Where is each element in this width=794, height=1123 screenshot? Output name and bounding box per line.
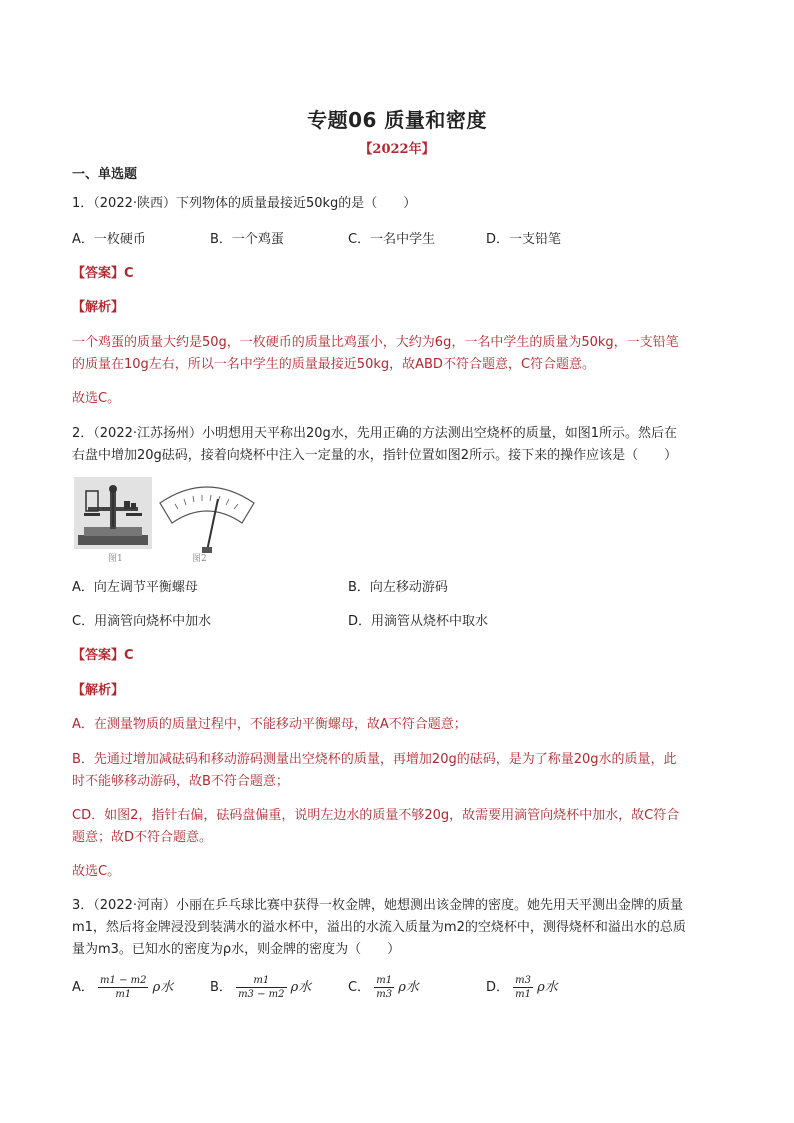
q3-option-c: [348, 974, 419, 1001]
q1-conclusion: 故选C。: [72, 391, 121, 406]
q1-analysis-line1: 一个鸡蛋的质量大约是50g，一枚硬币的质量比鸡蛋小，大约为6g，一名中学生的质量为50kg，一支铅笔: [72, 335, 679, 350]
q2-analysis-cd-line1: CD．如图2，指针右偏，砝码盘偏重，说明左边水的质量不够20g，故需要用滴管向烧杯中加水，故C符合: [72, 808, 680, 823]
q1-option-c: C．一名中学生: [348, 232, 436, 247]
pointer-scale-illustration: [160, 487, 254, 553]
q1-analysis-line2: 的质量在10g左右，所以一名中学生的质量最接近50kg，故ABD不符合题意，C符合题意。: [72, 357, 596, 372]
q2-analysis-label: 【解析】: [72, 683, 125, 698]
q2-analysis-a: A．在测量物质的质量过程中，不能移动平衡螺母，故A不符合题意；: [72, 717, 467, 732]
q3-option-a-fraction: [98, 974, 148, 1001]
fraction-denominator: m3 − m2: [238, 989, 285, 1000]
q2-stem-line1: 2．（2022·江苏扬州）小明想用天平称出20g水，先用正确的方法测出空烧杯的质量，如图1所示。然后在: [72, 426, 678, 441]
q2-analysis-cd-line2: 题意；故D不符合题意。: [72, 830, 213, 845]
q3-option-d-label: D．: [486, 980, 510, 995]
q1-stem: 1．（2022·陕西）下列物体的质量最接近50kg的是（ ）: [72, 196, 417, 211]
q3-option-b-label: B．: [210, 980, 232, 995]
q3-option-c-label: C．: [348, 980, 371, 995]
q3-option-d-fraction: [513, 974, 533, 1001]
rho-water: ρ水: [537, 980, 558, 995]
q1-analysis-label: 【解析】: [72, 300, 125, 315]
fig1-label: 图1: [108, 554, 123, 564]
q3-option-c-fraction: [374, 974, 394, 1001]
fraction-numerator: m3: [515, 975, 532, 986]
q2-option-b: B．向左移动游码: [348, 580, 448, 595]
q2-answer: 【答案】C: [72, 648, 134, 663]
q2-option-d: D．用滴管从烧杯中取水: [348, 614, 489, 629]
balance-and-scale-figure: [74, 477, 264, 567]
q2-conclusion: 故选C。: [72, 864, 121, 879]
q3-stem-line3: 量为m3。已知水的密度为ρ水，则金牌的密度为（ ）: [72, 942, 401, 957]
q1-option-b: B．一个鸡蛋: [210, 232, 284, 247]
rho-water: ρ水: [398, 980, 419, 995]
fraction-denominator: m3: [376, 989, 393, 1000]
q2-stem-line2: 右盘中增加20g砝码，接着向烧杯中注入一定量的水，指针位置如图2所示。接下来的操作应该是（ ）: [72, 448, 678, 463]
q3-option-b-fraction: [236, 974, 286, 1001]
fraction-numerator: m1 − m2: [100, 975, 147, 986]
q1-option-d: D．一支铅笔: [486, 232, 562, 247]
rho-water: ρ水: [290, 980, 312, 995]
page-title: 专题06 质量和密度: [307, 108, 487, 132]
q2-option-a: A．向左调节平衡螺母: [72, 580, 198, 595]
fraction-denominator: m1: [515, 989, 532, 1000]
q2-figure: [74, 477, 264, 571]
q2-analysis-b-line1: B．先通过增加减砝码和移动游码测量出空烧杯的质量，再增加20g的砝码，是为了称量20g水的质量，此: [72, 752, 677, 767]
q3-option-a-label: A．: [72, 980, 94, 995]
fraction-numerator: m1: [376, 975, 393, 986]
year-tag: 【2022年】: [359, 142, 435, 157]
rho-water: ρ水: [152, 980, 174, 995]
q1-option-a: A．一枚硬币: [72, 232, 146, 247]
fraction-denominator: m1: [115, 989, 132, 1000]
fig2-label: 图2: [192, 554, 207, 564]
q3-stem-line1: 3．（2022·河南）小丽在乒乓球比赛中获得一枚金牌，她想测出该金牌的密度。她先用天平测出金牌的质量: [72, 898, 683, 913]
q3-stem-line2: m1，然后将金牌浸没到装满水的溢水杯中，溢出的水流入质量为m2的空烧杯中，测得烧杯和溢出水的总质: [72, 920, 686, 935]
section-heading: 一、单选题: [72, 167, 138, 182]
balance-illustration: [74, 477, 152, 549]
q2-option-c: C．用滴管向烧杯中加水: [72, 614, 212, 629]
q2-analysis-b-line2: 时不能够移动游码，故B不符合题意；: [72, 774, 289, 789]
q3-option-a: [72, 974, 173, 1001]
q3-option-b: [210, 974, 311, 1001]
q1-answer: 【答案】C: [72, 266, 134, 281]
q3-option-d: [486, 974, 558, 1001]
fraction-numerator: m1: [236, 974, 286, 988]
